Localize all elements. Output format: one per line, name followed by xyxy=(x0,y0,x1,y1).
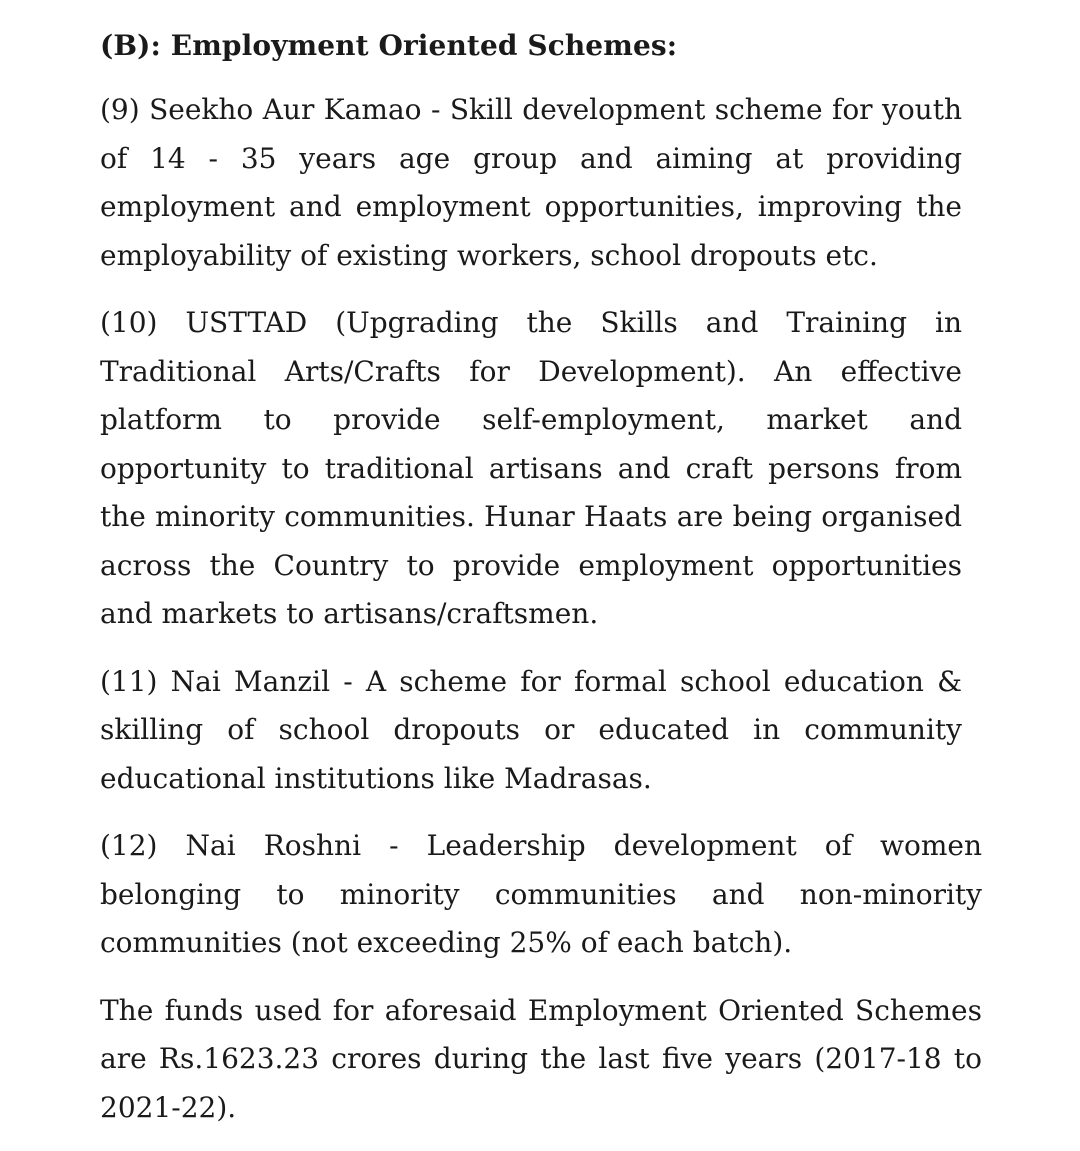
section-heading: (B): Employment Oriented Schemes: xyxy=(100,29,678,62)
scheme-item-seekho-aur-kamao: (9) Seekho Aur Kamao - Skill development scheme for youth of 14 - 35 years age group and aiming at providing employment and employment opportunities, improving the employability of existing workers, school dropouts etc. xyxy=(100,93,962,272)
document-body xyxy=(100,26,982,1151)
scheme-item-nai-manzil: (11) Nai Manzil - A scheme for formal school education & skilling of school dropouts or educated in community educational institutions like Madrasas. xyxy=(100,664,962,795)
scheme-item-usttad: (10) USTTAD (Upgrading the Skills and Training in Traditional Arts/Crafts for Development). An effective platform to provide self-employment, market and opportunity to traditional artisans and craft persons from the minority communities. Hunar Haats are being organised across the Country to provide employment opportunities and markets to artisans/craftsmen. xyxy=(100,306,962,630)
funds-note: The funds used for aforesaid Employment Oriented Schemes are Rs.1623.23 crores during the last five years (2017-18 to 2021-22). xyxy=(100,993,982,1124)
scheme-item-nai-roshni: (12) Nai Roshni - Leadership development of women belonging to minority communities and non-minority communities (not exceeding 25% of each batch). xyxy=(100,829,982,959)
